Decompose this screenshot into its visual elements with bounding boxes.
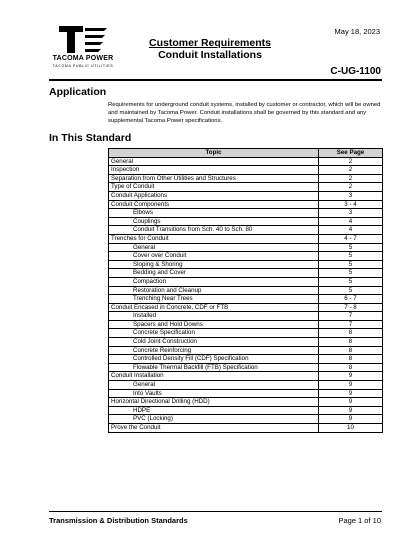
topic-cell: Into Vaults bbox=[109, 389, 319, 398]
logo-name: TACOMA POWER bbox=[52, 55, 114, 62]
page-cell: 5 bbox=[319, 243, 383, 252]
page-cell: 9 bbox=[319, 398, 383, 407]
page-cell: 4 - 7 bbox=[319, 234, 383, 243]
page-cell: 2 bbox=[319, 166, 383, 175]
topic-cell: Spacers and Hold Downs bbox=[109, 320, 319, 329]
topic-cell: Conduit Encased in Concrete, CDF or FTB bbox=[109, 303, 319, 312]
table-row bbox=[109, 217, 383, 226]
table-row bbox=[109, 329, 383, 338]
table-row bbox=[109, 320, 383, 329]
table-row bbox=[109, 174, 383, 183]
page-cell: 2 bbox=[319, 157, 383, 166]
topic-cell: Horizontal Directional Drilling (HDD) bbox=[109, 398, 319, 407]
page-cell: 4 bbox=[319, 217, 383, 226]
page-cell: 7 bbox=[319, 320, 383, 329]
table-row bbox=[109, 226, 383, 235]
table-row bbox=[109, 209, 383, 218]
contents-header-row bbox=[109, 149, 383, 158]
application-heading: Application bbox=[49, 86, 107, 98]
topic-cell: Elbows bbox=[109, 209, 319, 218]
topic-cell: Inspection bbox=[109, 166, 319, 175]
page-cell: 3 bbox=[319, 209, 383, 218]
document-code: C-UG-1100 bbox=[330, 66, 381, 77]
title-line-1: Customer Requirements bbox=[149, 37, 271, 49]
table-row bbox=[109, 355, 383, 364]
page-cell: 2 bbox=[319, 174, 383, 183]
topic-cell: General bbox=[109, 157, 319, 166]
table-row bbox=[109, 260, 383, 269]
page-cell: 8 bbox=[319, 346, 383, 355]
page-cell: 5 bbox=[319, 286, 383, 295]
topic-cell: Conduit Components bbox=[109, 200, 319, 209]
topic-cell: Compaction bbox=[109, 277, 319, 286]
table-row bbox=[109, 424, 383, 433]
document-date: May 18, 2023 bbox=[334, 27, 380, 36]
topic-cell: General bbox=[109, 381, 319, 390]
topic-cell: Separation from Other Utilities and Structures bbox=[109, 174, 319, 183]
page-cell: 7 bbox=[319, 312, 383, 321]
topic-cell: Conduit Installation bbox=[109, 372, 319, 381]
page-cell: 9 bbox=[319, 372, 383, 381]
table-row bbox=[109, 363, 383, 372]
standard-heading: In This Standard bbox=[49, 132, 132, 144]
page-cell: 5 bbox=[319, 277, 383, 286]
page-cell: 5 bbox=[319, 269, 383, 278]
page-cell: 8 bbox=[319, 338, 383, 347]
page-cell: 5 bbox=[319, 260, 383, 269]
topic-cell: Concrete Specification bbox=[109, 329, 319, 338]
page-cell: 3 bbox=[319, 191, 383, 200]
topic-cell: Sloping & Shoring bbox=[109, 260, 319, 269]
topic-cell: PVC (Locking) bbox=[109, 415, 319, 424]
table-row bbox=[109, 381, 383, 390]
header-rule bbox=[49, 79, 382, 81]
table-row bbox=[109, 398, 383, 407]
page-cell: 8 bbox=[319, 355, 383, 364]
topic-cell: Cover over Conduit bbox=[109, 252, 319, 261]
page-cell: 8 bbox=[319, 329, 383, 338]
topic-cell: Concrete Reinforcing bbox=[109, 346, 319, 355]
page-cell: 6 - 7 bbox=[319, 295, 383, 304]
page-cell: 9 bbox=[319, 389, 383, 398]
topic-cell: Bedding and Cover bbox=[109, 269, 319, 278]
page-cell: 4 bbox=[319, 226, 383, 235]
topic-cell: Controlled Density Fill (CDF) Specification bbox=[109, 355, 319, 364]
title-line-2: Conduit Installations bbox=[158, 49, 262, 61]
topic-cell: Couplings bbox=[109, 217, 319, 226]
table-row bbox=[109, 243, 383, 252]
table-row bbox=[109, 415, 383, 424]
table-row bbox=[109, 191, 383, 200]
table-row bbox=[109, 286, 383, 295]
table-row bbox=[109, 166, 383, 175]
page-cell: 9 bbox=[319, 381, 383, 390]
page-cell: 5 bbox=[319, 252, 383, 261]
page-column-header: See Page bbox=[319, 149, 383, 158]
footer-series: Transmission & Distribution Standards bbox=[49, 516, 188, 525]
topic-cell: Trenches for Conduit bbox=[109, 234, 319, 243]
contents-table bbox=[108, 148, 383, 433]
table-row bbox=[109, 200, 383, 209]
topic-cell: Conduit Transitions from Sch. 40 to Sch. 80 bbox=[109, 226, 319, 235]
table-row bbox=[109, 303, 383, 312]
table-row bbox=[109, 269, 383, 278]
page-cell: 8 bbox=[319, 363, 383, 372]
table-row bbox=[109, 252, 383, 261]
table-row bbox=[109, 183, 383, 192]
application-text: Requirements for underground conduit systems, installed by customer or contractor, which will be owned and maintained by Tacoma Power. Conduit installations shall be governed by this standard and any supplemental Tacoma Power specifications. bbox=[108, 102, 381, 124]
document-title bbox=[0, 37, 420, 61]
topic-column-header: Topic bbox=[109, 149, 319, 158]
table-row bbox=[109, 372, 383, 381]
page-cell: 9 bbox=[319, 415, 383, 424]
table-row bbox=[109, 234, 383, 243]
page-cell: 9 bbox=[319, 406, 383, 415]
page-cell: 10 bbox=[319, 424, 383, 433]
table-row bbox=[109, 338, 383, 347]
table-row bbox=[109, 389, 383, 398]
logo-tagline: TACOMA PUBLIC UTILITIES bbox=[52, 64, 114, 68]
topic-cell: Type of Conduit bbox=[109, 183, 319, 192]
table-row bbox=[109, 157, 383, 166]
page-cell: 3 - 4 bbox=[319, 200, 383, 209]
topic-cell: Cold Joint Construction bbox=[109, 338, 319, 347]
table-row bbox=[109, 312, 383, 321]
topic-cell: Restoration and Cleanup bbox=[109, 286, 319, 295]
topic-cell: Flowable Thermal Backfill (FTB) Specification bbox=[109, 363, 319, 372]
table-row bbox=[109, 406, 383, 415]
topic-cell: Conduit Applications bbox=[109, 191, 319, 200]
topic-cell: Installed bbox=[109, 312, 319, 321]
table-row bbox=[109, 346, 383, 355]
topic-cell: Prove the Conduit bbox=[109, 424, 319, 433]
topic-cell: Trenching Near Trees bbox=[109, 295, 319, 304]
table-row bbox=[109, 295, 383, 304]
table-row bbox=[109, 277, 383, 286]
page-cell: 7 - 8 bbox=[319, 303, 383, 312]
page-cell: 2 bbox=[319, 183, 383, 192]
topic-cell: HDPE bbox=[109, 406, 319, 415]
topic-cell: General bbox=[109, 243, 319, 252]
footer-rule bbox=[49, 511, 382, 512]
page-number: Page 1 of 10 bbox=[338, 516, 381, 525]
